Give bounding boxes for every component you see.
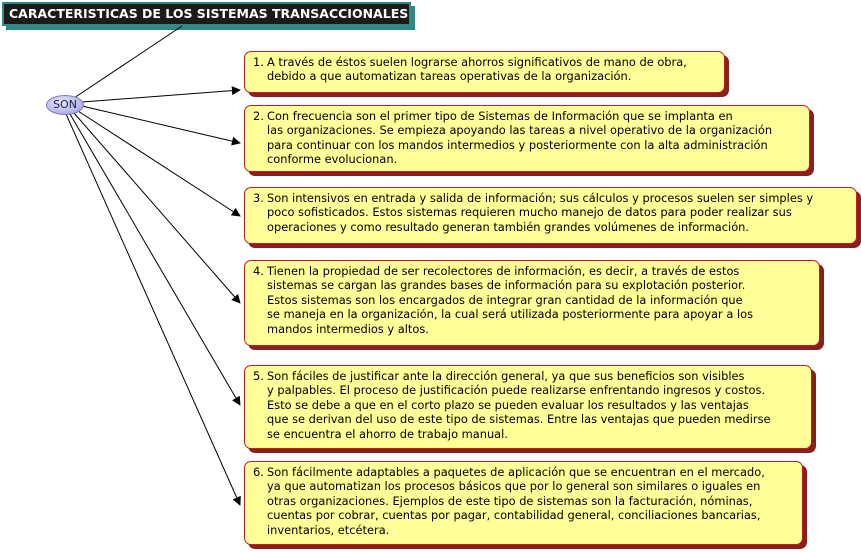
item-text: Son fáciles de justificar ante la dirección general, ya que sus beneficios son visibles y palpables. El proceso de justificación puede realizarse enfrentando ingresos y costos. Esto se debe a que en el corto plazo se pueden evaluar los resultados y las ventajas que se derivan del uso de este tipo de sistemas. Entre las ventajas que pueden medirse se encuentra el ahorro de trabajo manual. xyxy=(267,369,771,441)
item-text: Son fácilmente adaptables a paquetes de aplicación que se encuentran en el mercado, ya que automatizan los procesos básicos que por lo general son similares o iguales en otras organizaciones. Ejemplos de este tipo de sistemas son la facturación, nóminas, cuentas por cobrar, cuentas por pagar, contabilidad general, conciliaciones bancarias, inventarios, etcétera. xyxy=(267,465,765,537)
arrow-1 xyxy=(82,90,240,102)
item-number: 3. xyxy=(253,191,264,205)
arrow-2 xyxy=(82,106,240,143)
characteristic-box-5 xyxy=(244,365,812,449)
arrow-6 xyxy=(66,114,240,505)
characteristic-box-3 xyxy=(244,187,857,244)
item-number: 2. xyxy=(253,109,264,123)
item-number: 1. xyxy=(253,55,264,69)
item-number: 5. xyxy=(253,369,264,383)
characteristic-box-4 xyxy=(244,260,820,346)
item-text: Tienen la propiedad de ser recolectores de información, es decir, a través de estos sistemas se cargan las grandes bases de información para su explotación posterior. Estos sistemas son los encargados de integrar gran cantidad de la información que se maneja en la organización, la cual será utilizada posteriormente para apoyar a los mandos intermedios y altos. xyxy=(267,264,754,336)
item-text: Son intensivos en entrada y salida de información; sus cálculos y procesos suelen ser simples y poco sofisticados. Estos sistemas requieren mucho manejo de datos para poder realizar sus operaciones y como resultado generan también grandes volúmenes de información. xyxy=(267,191,814,234)
arrow-3 xyxy=(78,111,240,216)
characteristic-box-2 xyxy=(244,105,810,172)
characteristic-box-1 xyxy=(244,51,725,93)
item-text: A través de éstos suelen lograrse ahorros significativos de mano de obra, debido a que automatizan tareas operativas de la organización. xyxy=(267,55,687,84)
item-number: 6. xyxy=(253,465,264,479)
arrow-5 xyxy=(70,114,240,405)
item-number: 4. xyxy=(253,264,264,278)
arrow-4 xyxy=(74,113,240,303)
diagram-title: CARACTERISTICAS DE LOS SISTEMAS TRANSACCIONALES xyxy=(2,2,411,26)
characteristic-box-6 xyxy=(244,461,803,545)
title-connector xyxy=(74,26,182,98)
item-text: Con frecuencia son el primer tipo de Sistemas de Información que se implanta en las organizaciones. Se empieza apoyando las tareas a nivel operativo de la organización para continuar con los mandos intermedios y posteriormente con la alta administración conforme evolucionan. xyxy=(267,109,773,167)
root-node-son: SON xyxy=(46,95,84,115)
